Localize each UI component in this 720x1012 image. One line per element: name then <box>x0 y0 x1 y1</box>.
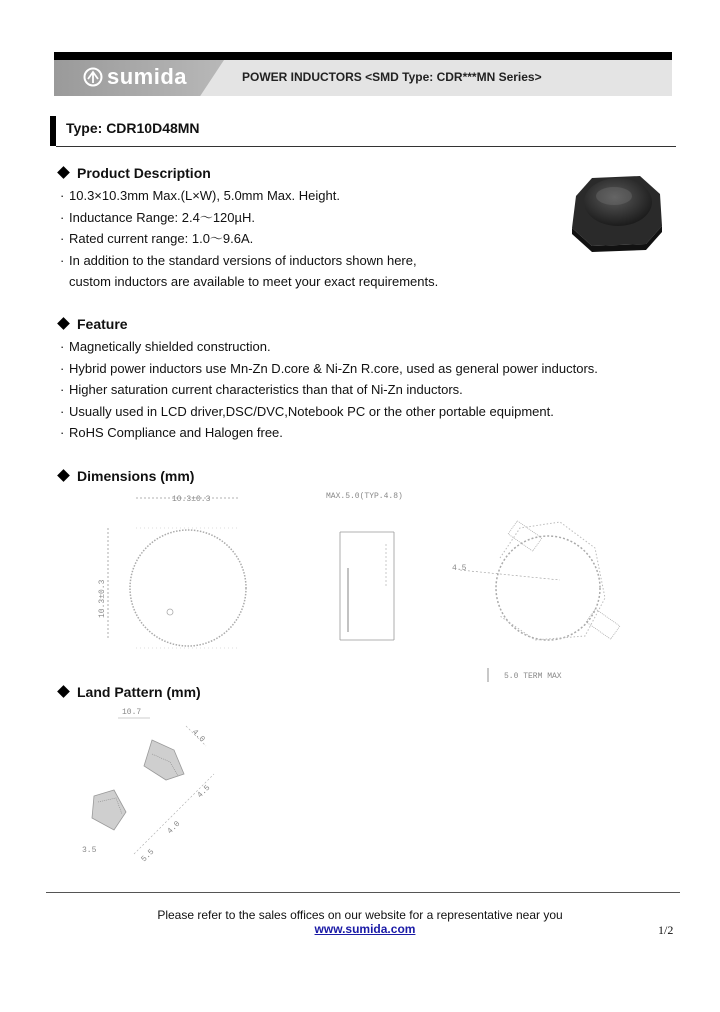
product-photo <box>562 166 670 252</box>
land-b-label: 4.5 <box>195 783 213 801</box>
land-top-label: 10.7 <box>122 708 142 717</box>
feature-heading <box>58 316 128 332</box>
list-item: · Higher saturation current characteristics than that of Ni-Zn inductors. <box>60 379 598 401</box>
list-item: · 10.3×10.3mm Max.(L×W), 5.0mm Max. Height. <box>60 185 438 207</box>
top-view <box>98 495 246 648</box>
brand-logo <box>83 64 187 90</box>
dimensions-heading-text: Dimensions (mm) <box>77 468 195 484</box>
bottom-term-label: 5.0 TERM MAX <box>504 672 562 681</box>
product-description-list <box>60 185 438 293</box>
type-marker <box>50 116 56 146</box>
dimensions-heading <box>58 468 194 484</box>
list-item: · In addition to the standard versions of inductors shown here, <box>60 250 438 272</box>
dimensions-drawing <box>90 488 630 688</box>
land-pattern-drawing <box>74 704 244 874</box>
header-top-rule <box>54 52 672 60</box>
land-a-label: 4.0 <box>189 727 207 745</box>
type-underline <box>56 146 676 147</box>
land-bottom-label: 3.5 <box>82 846 97 855</box>
bottom-view <box>452 521 620 682</box>
product-description-heading-text: Product Description <box>77 165 211 181</box>
diamond-bullet-icon <box>57 469 70 482</box>
top-width-label: 10.3±0.3 <box>172 495 211 504</box>
footer-text: Please refer to the sales offices on our website for a representative near you <box>157 908 563 922</box>
product-description-heading <box>58 165 211 181</box>
brand-name: sumida <box>107 64 188 89</box>
list-item: · Hybrid power inductors use Mn-Zn D.core & Ni-Zn R.core, used as general power inductors. <box>60 358 598 380</box>
list-item: · Inductance Range: 2.4～120µH. <box>60 207 438 229</box>
list-item: · Usually used in LCD driver,DSC/DVC,Notebook PC or the other portable equipment. <box>60 401 598 423</box>
diamond-bullet-icon <box>57 317 70 330</box>
land-diag-label: 5.5 <box>139 847 157 865</box>
land-pattern-heading-text: Land Pattern (mm) <box>77 684 201 700</box>
land-c-label: 4.0 <box>165 819 183 837</box>
list-item: · Rated current range: 1.0～9.6A. <box>60 228 438 250</box>
header-title: POWER INDUCTORS <SMD Type: CDR***MN Series> <box>242 70 542 84</box>
website-link[interactable]: www.sumida.com <box>314 922 416 936</box>
diamond-bullet-icon <box>57 685 70 698</box>
side-view <box>326 492 403 640</box>
feature-list <box>60 336 598 444</box>
feature-heading-text: Feature <box>77 316 128 332</box>
list-item: · RoHS Compliance and Halogen free. <box>60 422 598 444</box>
type-title: Type: CDR10D48MN <box>66 120 200 136</box>
page-number: 1/2 <box>658 923 674 937</box>
list-item: custom inductors are available to meet your exact requirements. <box>69 274 439 290</box>
footer-rule <box>46 892 680 893</box>
land-pattern-heading <box>58 684 201 700</box>
sumida-logo-icon <box>83 67 103 87</box>
side-top-label: MAX.5.0(TYP.4.8) <box>326 492 403 501</box>
angle-label: 4.5 <box>452 564 467 573</box>
list-item: · Magnetically shielded construction. <box>60 336 598 358</box>
diamond-bullet-icon <box>57 166 70 179</box>
side-height-label: 10.3±0.3 <box>98 579 107 618</box>
